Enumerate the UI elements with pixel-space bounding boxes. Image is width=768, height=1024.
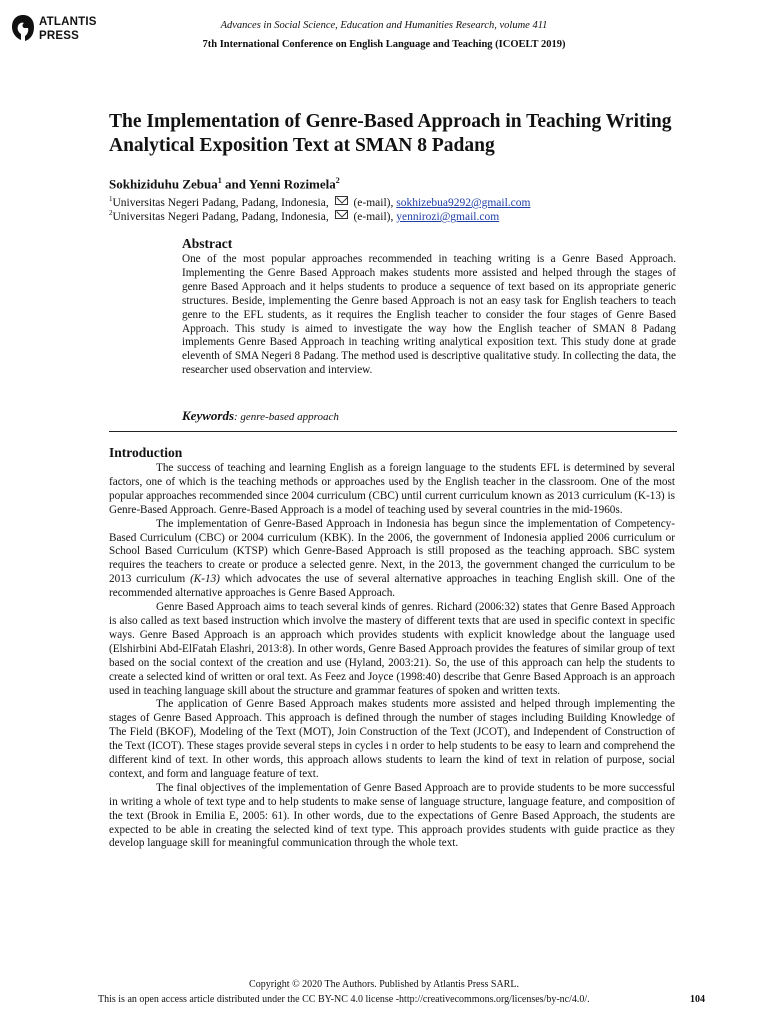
series-title: Advances in Social Science, Education and Humanities Research, volume 411 <box>220 20 548 31</box>
introduction-body <box>109 462 675 851</box>
page-number: 104 <box>690 994 705 1005</box>
email-link-2[interactable]: yennirozi@gmail.com <box>396 210 500 223</box>
section-divider <box>109 431 677 432</box>
keywords-line <box>182 408 339 424</box>
author-2: Yenni Rozimela <box>248 176 336 192</box>
intro-paragraph-2 <box>109 518 675 601</box>
footer-license: This is an open access article distributed under the CC BY-NC 4.0 license -http://creativecommons.org/licenses/by-nc/4.0/. <box>98 994 590 1005</box>
author-line <box>109 176 340 192</box>
publisher-name-line2: PRESS <box>39 30 79 42</box>
author-2-sup: 2 <box>335 176 340 185</box>
author-1: Sokhiziduhu Zebua <box>109 176 218 192</box>
intro-paragraph-2-italic: (K-13) <box>190 573 220 586</box>
intro-paragraph-4: The application of Genre Based Approach makes students more assisted and helped through implementing the stages of Genre Based Approach. This approach is defined through the number of stages including Building Knowledge of The Field (BKOF), Modeling of the Text (MOT), Join Construction of the Text (JCOT), and Independent of Construction of the Text (ICOT). These stages provide several steps in cycles i n order to help students to be easy to learn and comprehend the different kind of text. In other words, this approach allows students to learn the kind of text in relation of purpose, social context, and form and language feature of text. <box>109 698 675 780</box>
publisher-name-line1: ATLANTIS <box>39 16 97 28</box>
affiliation-2-text: Universitas Negeri Padang, Padang, Indonesia, <box>112 210 332 223</box>
conference-title: 7th International Conference on English Language and Teaching (ICOELT 2019) <box>202 39 566 50</box>
keywords-value: : genre-based approach <box>234 411 339 423</box>
author-1-sup: 1 <box>217 176 222 185</box>
intro-paragraph-5: The final objectives of the implementation of Genre Based Approach are to provide students to be more successful in writing a whole of text type and to help students to make sense of language structure, language feature, and composition of the text (Brook in Emilia E, 2005: 61). In other words, due to the expectations of Genre Based Approach, the students are expected to be able in creating the selected kind of text type. This approach provides students with guide practice as they develop language skill for meaningful communication through the whole text. <box>109 781 675 850</box>
keywords-label: Keywords <box>182 408 234 423</box>
affiliation-2 <box>109 206 499 224</box>
introduction-heading: Introduction <box>109 445 183 460</box>
paper-title: The Implementation of Genre-Based Approach in Teaching Writing Analytical Exposition Text at SMAN 8 Padang <box>109 111 672 156</box>
intro-paragraph-2-part-c: which advocates the use of several alternative approaches in teaching English skill. One of the recommended alternative approaches is Genre Based Approach. <box>109 573 675 600</box>
author-and: and <box>221 176 249 192</box>
intro-paragraph-2-part-a: The implementation of Genre-Based Approach in Indonesia has begun since the implementation of Competency-Based Curriculum (CBC) or 2004 curriculum (KBK). In the 2006, the government of Indonesia applied 2006 curriculum or School Based Curriculum (KTSP) which Genre-Based Approach is still proposed as the teaching approach. SBC system requires the teachers to create or produce a selected genre. Next, in the 2013, the government changed the curriculum to be 2013 curriculum <box>109 517 675 586</box>
envelope-icon <box>335 210 348 219</box>
email-label-1: (e-mail), <box>350 196 397 209</box>
abstract-heading: Abstract <box>182 236 233 251</box>
email-label-2: (e-mail), <box>350 210 397 223</box>
intro-paragraph-3: Genre Based Approach aims to teach several kinds of genres. Richard (2006:32) states that Genre Based Approach is also called as text based instruction which involve the mastery of different texts that are used in specific context in specific ways. Genre Based Approach is an approach which provides students with explicit knowledge about the language used (Elshirbini Abd-ElFatah Elashri, 2013:8). In other words, Genre Based Approach provides the features of similar group of text based on the social context of the creation and use (Hyland, 2003:21). So, the use of this approach can help the students to create a selected kind of written or oral text. As Feez and Joyce (1998:40) describe that Genre Based Approach is an approach used in teaching language skill about the structure and grammar features of spoken and written texts. <box>109 601 675 697</box>
envelope-icon <box>335 196 348 205</box>
affiliation-1-sup: 1 <box>109 195 113 203</box>
intro-paragraph-1: The success of teaching and learning English as a foreign language to the students EFL is determined by several factors, one of which is the teaching methods or approaches used by the English teacher in the classroom. One of the most popular approaches recommended since 2004 curriculum (CBC) until current curriculum known as 2013 curriculum (K-13) is Genre-Based Approach. Genre-Based Approach is a model of teaching used by several countries in the mid-1960s. <box>109 462 675 516</box>
footer-copyright: Copyright © 2020 The Authors. Published by Atlantis Press SARL. <box>249 979 519 990</box>
email-link-1[interactable]: sokhizebua9292@gmail.com <box>396 196 531 209</box>
affiliation-2-sup: 2 <box>109 209 113 217</box>
abstract-text: One of the most popular approaches recommended in teaching writing is a Genre Based Approach. Implementing the Genre Based Approach makes students more assisted and helped through the stages of genre Based Approach and it helps students to produce a sequence of text based on its appropriate generic structures. Beside, implementing the Genre based Approach is not an easy task for English teachers to teach genre to the EFL students, as it requires the English teacher to consider the four stages of Genre Based Approach. This study is aimed to investigate the way how the English teacher of SMAN 8 Padang implements Genre Based Approach in teaching writing analytical exposition text. This study done at grade eleventh of SMA Negeri 8 Padang. The method used is descriptive qualitative study. In collecting the data, the researcher used observation and interview. <box>182 253 676 377</box>
affiliation-1-text: Universitas Negeri Padang, Padang, Indonesia, <box>112 196 332 209</box>
